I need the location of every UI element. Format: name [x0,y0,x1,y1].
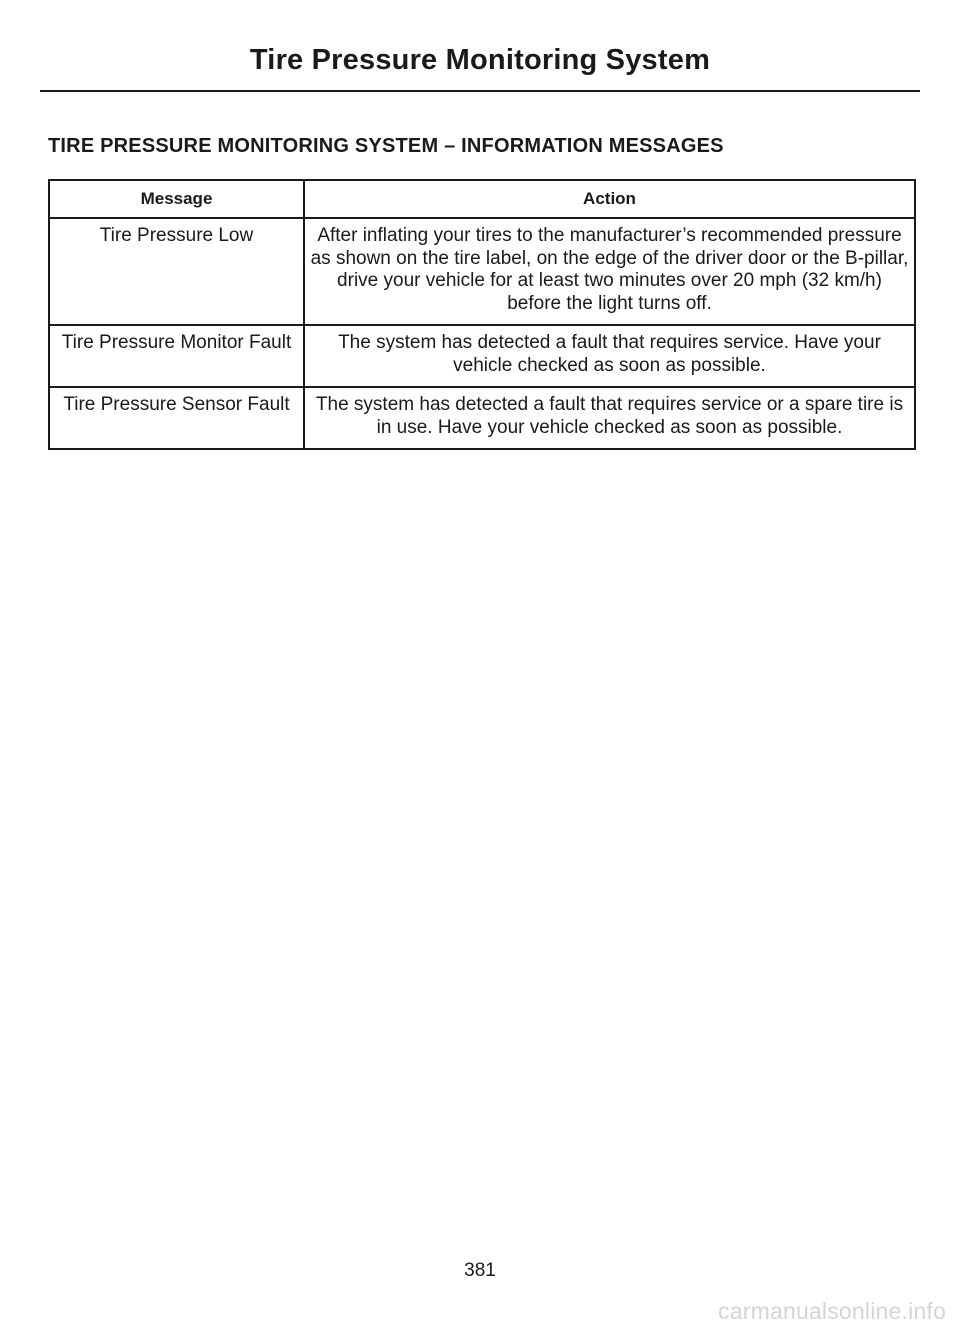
header-divider [40,90,920,92]
section-heading: TIRE PRESSURE MONITORING SYSTEM – INFORMATION MESSAGES [48,135,724,157]
page-number: 381 [464,1260,496,1281]
column-header-message: Message [49,180,304,218]
page-title: Tire Pressure Monitoring System [249,44,711,76]
page-header [40,40,920,80]
table-header-row [49,180,915,218]
message-cell: Tire Pressure Low [49,218,304,325]
action-cell: The system has detected a fault that requires service. Have your vehicle checked as soon as possible. [304,325,915,387]
watermark: carmanualsonline.info [718,1298,946,1324]
table-row [49,325,915,387]
table-row [49,218,915,325]
information-messages-table [48,179,916,450]
message-cell: Tire Pressure Sensor Fault [49,387,304,449]
column-header-action: Action [304,180,915,218]
table-row [49,387,915,449]
action-cell: After inflating your tires to the manufacturer’s recommended pressure as shown on the tire label, on the edge of the driver door or the B-pillar, drive your vehicle for at least two minutes over 20 mph (32 km/h) before the light turns off. [304,218,915,325]
action-cell: The system has detected a fault that requires service or a spare tire is in use. Have your vehicle checked as soon as possible. [304,387,915,449]
message-cell: Tire Pressure Monitor Fault [49,325,304,387]
